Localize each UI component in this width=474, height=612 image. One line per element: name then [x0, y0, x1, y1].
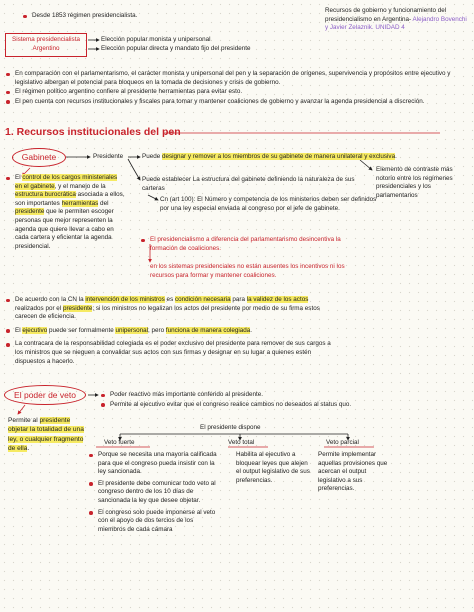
ministers-list [5, 296, 335, 366]
intro-bullet: El pen cuenta con recursos institucionales y fiscales para tomar y mantener coaliciones de gobierno y avanzar la agenda presidencial a discreción. [5, 98, 455, 107]
doc-author: Alejandro Bovenchi y Javier Zelaznik. [325, 15, 467, 32]
gabinete-line1-a: Puede [142, 153, 162, 160]
m0-e: ; si los ministros no legalizan los actos del presidente por medio de su firma estos carecen de eficiencia. [15, 304, 320, 321]
gabinete-line1-hl: designar y remover a los miembros de su gabinete de manera unilateral y exclusiva [161, 153, 396, 160]
minister-item [5, 296, 335, 322]
intro-bullet: El régimen político argentino confiere al presidente herramientas para evitar esto. [5, 88, 455, 97]
gabinete-left-hl1: control de los cargos ministeriales en el gabinete [15, 174, 118, 190]
m1-a: El [15, 326, 23, 334]
veto-fuerte-item: El presidente debe comunicar todo veto al congreso dentro de los 10 días de sancionada la ley que desee objetar. [88, 480, 220, 506]
doc-title-block [325, 7, 467, 33]
gabinete-left-hl2: estructura burocrática [15, 191, 76, 199]
m1-c: , pero [148, 326, 166, 334]
gabinete-left-b: , y el manejo de la [54, 182, 106, 190]
system-box [5, 33, 87, 57]
m1-hl3: funciona de manera colegiada [165, 326, 251, 334]
gabinete-left-a: El [15, 174, 23, 181]
gabinete-line1-b: . [395, 153, 397, 160]
intro-bullet: En comparación con el parlamentarismo, el carácter monista y unipersonal del pen y la separación de orígenes, supervivencia y propósitos entre ejecutivo y legislativo albergan el potencial para bloqueos en la tomada de decisiones y crisis de gobierno. [5, 70, 455, 87]
m0-a: De acuerdo con la CN la [15, 296, 86, 303]
veto-bullet: Poder reactivo más importante conferido al presidente. [100, 391, 430, 400]
arrow-presidente-estructura [128, 159, 140, 180]
gabinete-red-list [140, 236, 370, 253]
veto-fuerte-item: Porque se necesita una mayoría calificada para que el congreso pueda insistir con la ley sancionada. [88, 451, 220, 477]
top-bullet-list [22, 12, 192, 21]
gabinete-left-hl3: herramientas [61, 199, 99, 207]
veto-total: Veto total [228, 439, 255, 446]
gabinete-line2: Puede establecer La estructura del gabinete definiendo la naturaleza de sus carteras [142, 176, 355, 192]
gabinete-left-text [5, 174, 125, 251]
gabinete-right-note: Elemento de contraste más notorio entre los regímenes presidenciales y los parlamentarios [376, 166, 453, 199]
veto-label-text: El poder de veto [14, 390, 76, 400]
veto-label [4, 385, 86, 405]
veto-dispone: El presidente dispone [200, 424, 261, 431]
gabinete-left-e: que le permiten escoger personas que mejor representen la agenda que quiere llevar a cabo en cada cartera y eficientar la agenda presidencial. [15, 208, 114, 250]
gabinete-label [12, 148, 66, 167]
section1-title: 1. Recursos institucionales del pen [5, 126, 181, 138]
gabinete-left-hl4: presidente [15, 208, 45, 216]
veto-bullet: Permite al ejecutivo evitar que el congreso realice cambios no deseados al status quo. [100, 401, 430, 410]
veto-parcial: Veto parcial [326, 439, 359, 446]
gabinete-left-d: del [98, 199, 109, 207]
system-box-label: Sistema presidencialista Argentino [12, 36, 80, 52]
gabinete-label-text: Gabinete [21, 152, 57, 162]
m2-a: La contracara de la responsabilidad colegiada es el poder exclusivo del presidente para remover de sus cargos a los ministros que se nieguen a convalidar sus actos con sus firmas y designar en su lugar a quienes estén dispuestos a hacerlo. [15, 340, 331, 365]
veto-left-a: Permite al [8, 417, 40, 424]
system-arrow-1: Elección popular monista y unipersonal [101, 36, 211, 43]
veto-parcial-text: Permite implementar aquellas provisiones que acercan el output legislativo a sus preferencias. [318, 451, 388, 493]
m0-hl1: intervención de los ministros [85, 296, 165, 303]
m0-hl4: presidente [62, 304, 93, 312]
gabinete-line4: El presidencialismo a diferencia del parlamentarismo desincentiva la formación de coaliciones. [140, 236, 370, 253]
veto-total-text: Habilita al ejecutivo a bloquear leyes que alejen el output legislativo de sus preferencias. [236, 451, 310, 484]
m0-d: realizados por el [15, 304, 63, 312]
veto-fuerte: Veto fuerte [104, 439, 135, 446]
arrow-veto-left [18, 405, 25, 414]
doc-title: Recursos de gobierno y funcionamiento del presidencialismo en Argentina- [325, 7, 447, 23]
m1-d: . [250, 326, 253, 334]
m1-hl2: unipersonal [115, 326, 149, 334]
veto-fuerte-item: El congreso solo puede imponerse al veto con el apoyo de dos tercios de los miembros de cada cámara [88, 509, 220, 535]
minister-item [5, 340, 335, 366]
system-arrow-2: Elección popular directa y mandato fijo del presidente [101, 45, 251, 52]
m0-c: para [230, 296, 247, 303]
veto-left-b: . [27, 444, 30, 452]
m1-hl1: ejecutivo [22, 326, 48, 334]
gabinete-line3: Cn (art 100): El Número y competencia de los ministerios deben ser definidos por una ley especial enviada al congreso por el jefe de gabinete. [160, 196, 377, 212]
gabinete-left-c: asociada a ellos, son importantes [15, 191, 125, 207]
veto-left-text [8, 416, 86, 453]
minister-item [5, 327, 335, 336]
m0-hl2: condición necesaria [174, 296, 231, 303]
intro-bullets [5, 70, 455, 106]
gabinete-presidente: Presidente [93, 153, 124, 160]
top-bullet: Desde 1853 régimen presidencialista. [22, 12, 192, 21]
veto-bullets [100, 391, 430, 409]
m0-b: es [164, 296, 175, 303]
gabinete-left-list [5, 174, 125, 251]
doc-unit: UNIDAD 4 [375, 24, 405, 32]
veto-fuerte-list [88, 451, 220, 534]
arrow-cn [148, 195, 158, 200]
veto-left-hl1: presidente objetar la totalidad de una ley, o cualquier fragmento de ella [8, 417, 84, 452]
m0-hl3: la validez de los actos [246, 296, 309, 303]
gabinete-line5: en los sistemas presidenciales no están ausentes los incentivos ni los recursos para formar y mantener coaliciones. [150, 263, 345, 279]
gabinete-line1 [142, 153, 462, 162]
m1-b: puede ser formalmente [47, 326, 116, 334]
